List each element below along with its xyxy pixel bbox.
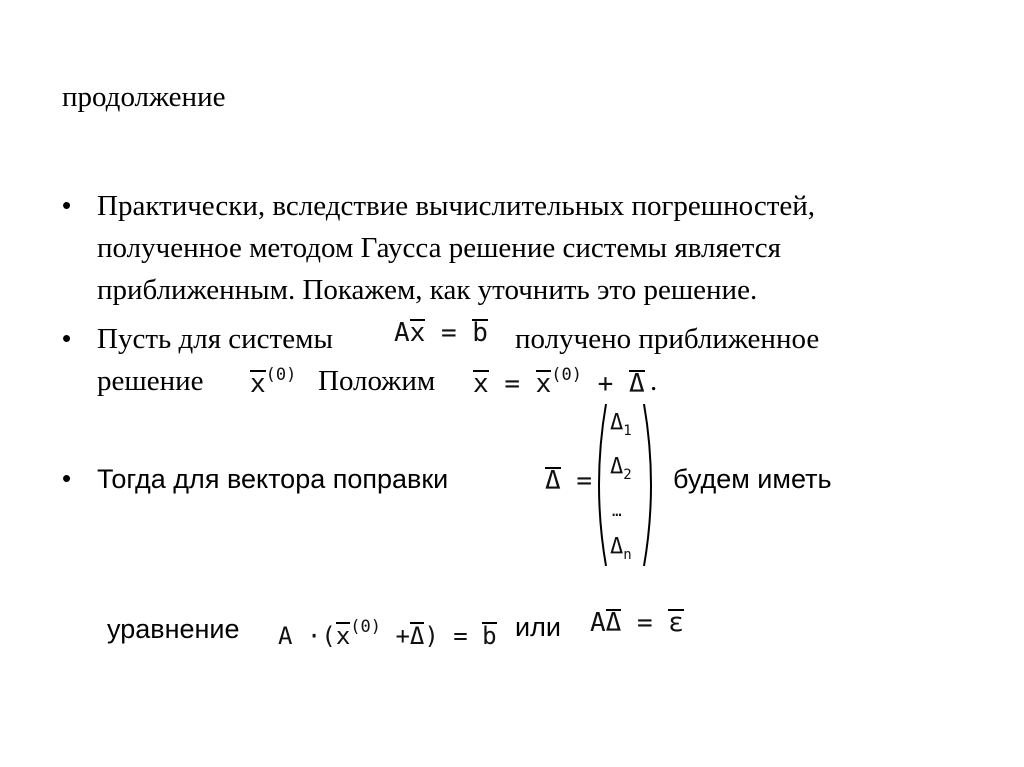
bullet-marker: •	[62, 463, 72, 493]
bullet-2-text-5: .	[650, 365, 658, 397]
vector-left-paren	[599, 404, 606, 566]
formula-put: $x = x^{(0)} + \Delta$	[473, 365, 645, 399]
formula-equation-2: AΔ = ε	[590, 608, 684, 638]
vector-entry-n: $\Delta_n$	[610, 534, 632, 563]
bullet-3-text-2: будем иметь	[673, 464, 832, 494]
slide-title: продолжение	[62, 81, 226, 113]
bullet-1-line-2: полученное методом Гаусса решение системы является	[97, 232, 781, 264]
formula-approx-solution: $x^{(0)}$	[250, 365, 297, 399]
bullet-2-text-3: решение	[97, 365, 204, 397]
vector-entry-1: $\Delta_1$	[610, 410, 632, 439]
vector-entry-dots: …	[612, 501, 622, 520]
bullet-2-text-4: Положим	[318, 365, 436, 397]
formula-system: Ax = b	[394, 318, 488, 348]
bullet-2-text-2: получено приближенное	[515, 323, 820, 355]
vector-entry-2: $\Delta_2$	[610, 454, 632, 483]
bullet-1-line-1: Практически, вследствие вычислительных погрешностей,	[97, 190, 816, 222]
formula-vector-delta: Δ =	[545, 466, 592, 496]
bullet-marker: •	[62, 190, 72, 220]
bullet-1-line-3: приближенным. Покажем, как уточнить это решение.	[97, 274, 758, 306]
equation-word-2: или	[515, 612, 561, 642]
equation-word-1: уравнение	[107, 614, 240, 644]
vector-right-paren	[644, 404, 651, 566]
bullet-marker: •	[62, 323, 72, 353]
formula-equation-1: $A \cdot(x^{(0)} +\Delta) = b$	[278, 617, 497, 650]
bullet-3-text-1: Тогда для вектора поправки	[97, 464, 449, 494]
bullet-2-text-1: Пусть для системы	[97, 323, 333, 355]
